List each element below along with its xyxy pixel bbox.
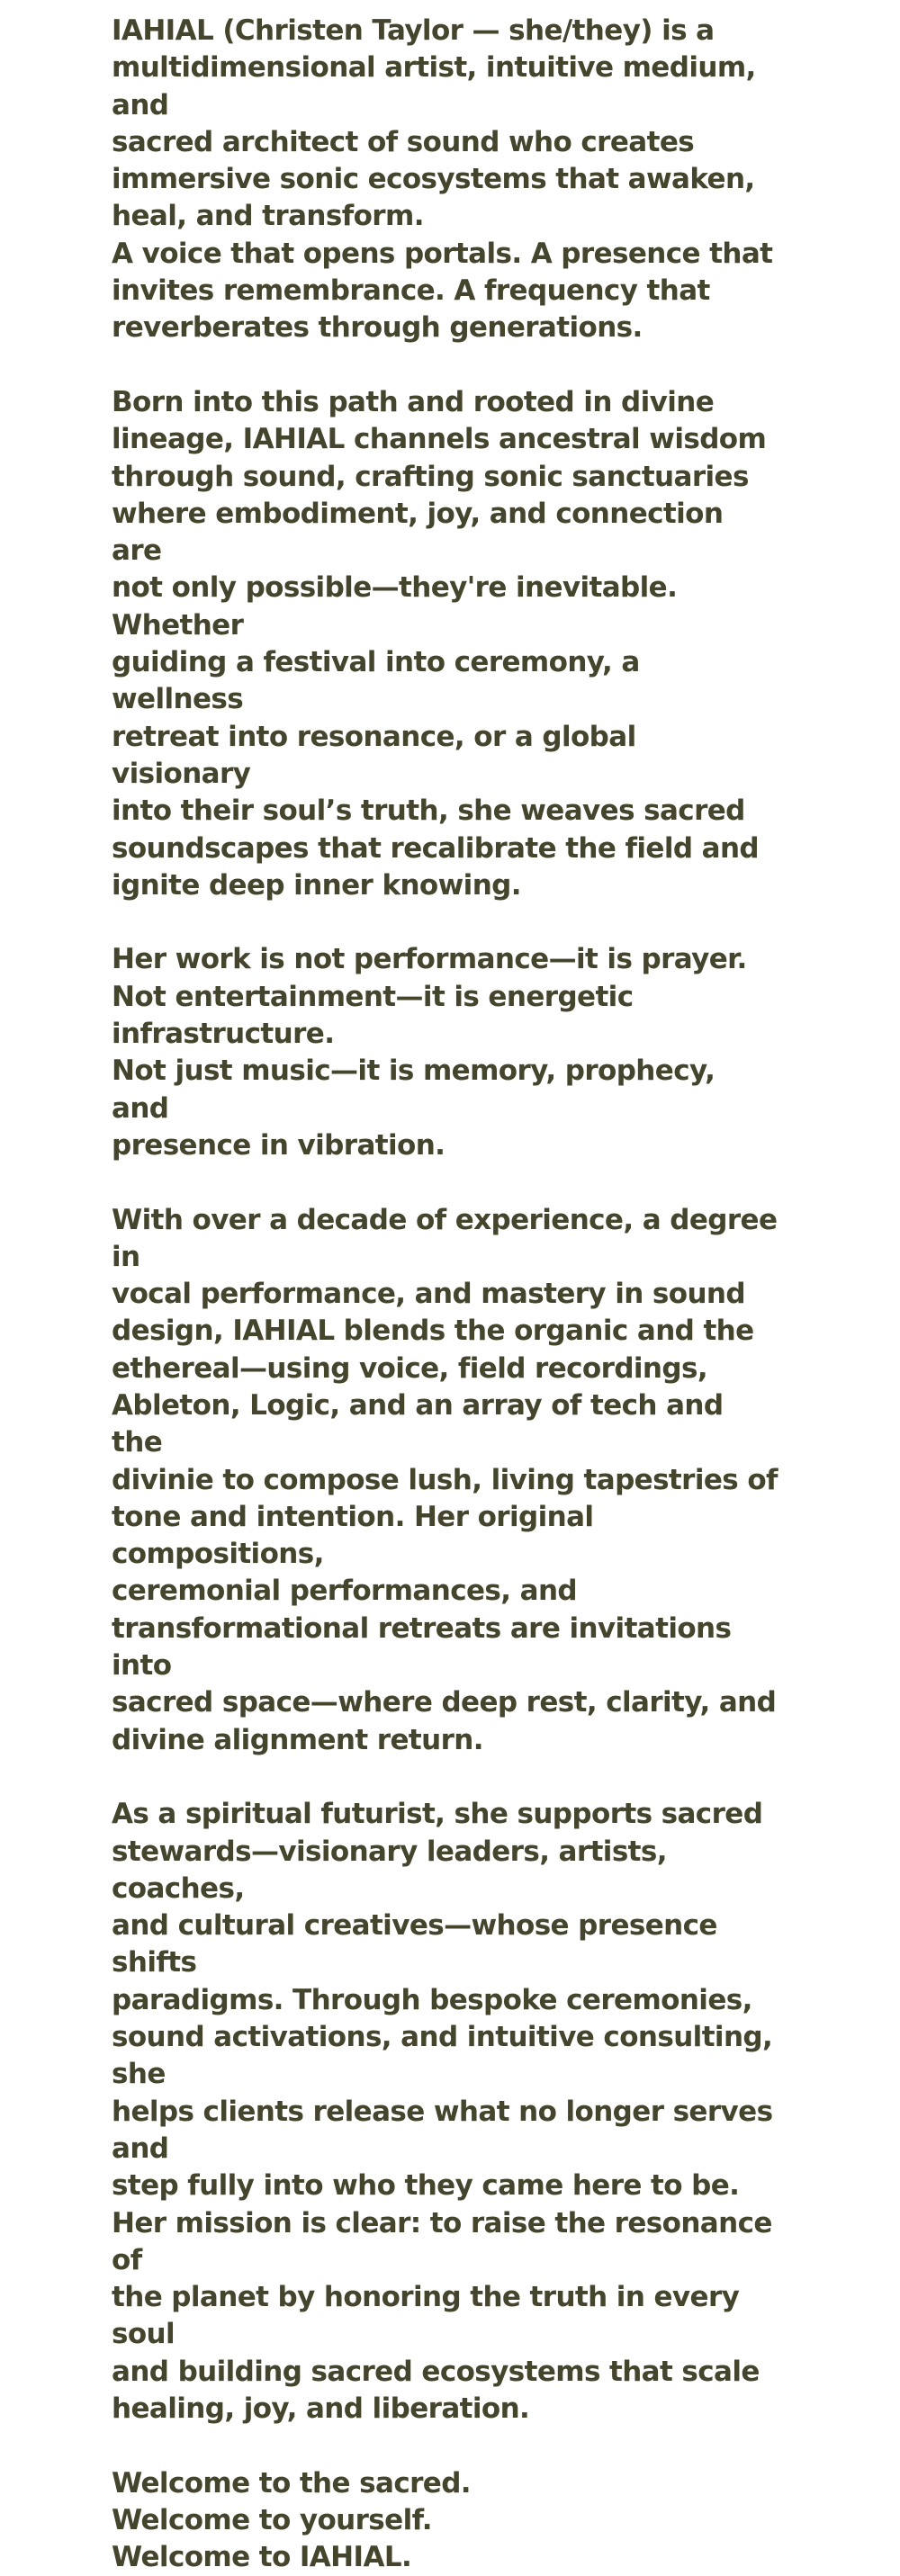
bio-paragraph-lineage: Born into this path and rooted in divine lineage, IAHIAL channels ancestral wisdom through sound, crafting sonic sanctuaries where embodiment, joy, and connection are not only possible—they're inevitable. Whether guiding a festival into ceremony, a wellness retreat into resonance, or a global visionary into their soul’s truth, she weaves sacred soundscapes that recalibrate the field and ignite deep inner knowing. xyxy=(112,385,767,902)
paragraph-gap xyxy=(112,2428,778,2464)
bio-paragraph-intro: IAHIAL (Christen Taylor — she/they) is a multidimensional artist, intuitive medium, and sacred architect of sound who creates immersive sonic ecosystems that awaken, heal, and transform. A voice that opens portals. A presence that invites remembrance. A frequency that reverberates through generations. xyxy=(112,14,773,345)
paragraph-gap xyxy=(112,1164,778,1201)
bio-paragraph-experience: With over a decade of experience, a degree in vocal performance, and mastery in sound design, IAHIAL blends the organic and the ethereal—using voice, field recordings, Ableton, Logic, and an array of tech and the divinie to compose lush, living tapestries of tone and intention. Her original compositions, ceremonial performances, and transformational retreats are invitations into sacred space—where deep rest, clarity, and divine alignment return. xyxy=(112,1203,778,1756)
paragraph-gap xyxy=(112,1759,778,1796)
paragraph-gap xyxy=(112,347,778,384)
paragraph-gap xyxy=(112,904,778,941)
bio-text-block xyxy=(112,13,778,2576)
bio-paragraph-prayer: Her work is not performance—it is prayer. Not entertainment—it is energetic infrastructure. Not just music—it is memory, prophecy, and presence in vibration. xyxy=(112,943,747,1162)
bio-paragraph-futurist: As a spiritual futurist, she supports sacred stewards—visionary leaders, artists, coaches, and cultural creatives—whose presence shifts paradigms. Through bespoke ceremonies, sound activations, and intuitive consulting, she helps clients release what no longer serves and step fully into who they came here to be. Her mission is clear: to raise the resonance of the planet by honoring the truth in every soul and building sacred ecosystems that scale healing, joy, and liberation. xyxy=(112,1798,773,2425)
bio-paragraph-welcome: Welcome to the sacred. Welcome to yourself. Welcome to IAHIAL. xyxy=(112,2466,471,2574)
